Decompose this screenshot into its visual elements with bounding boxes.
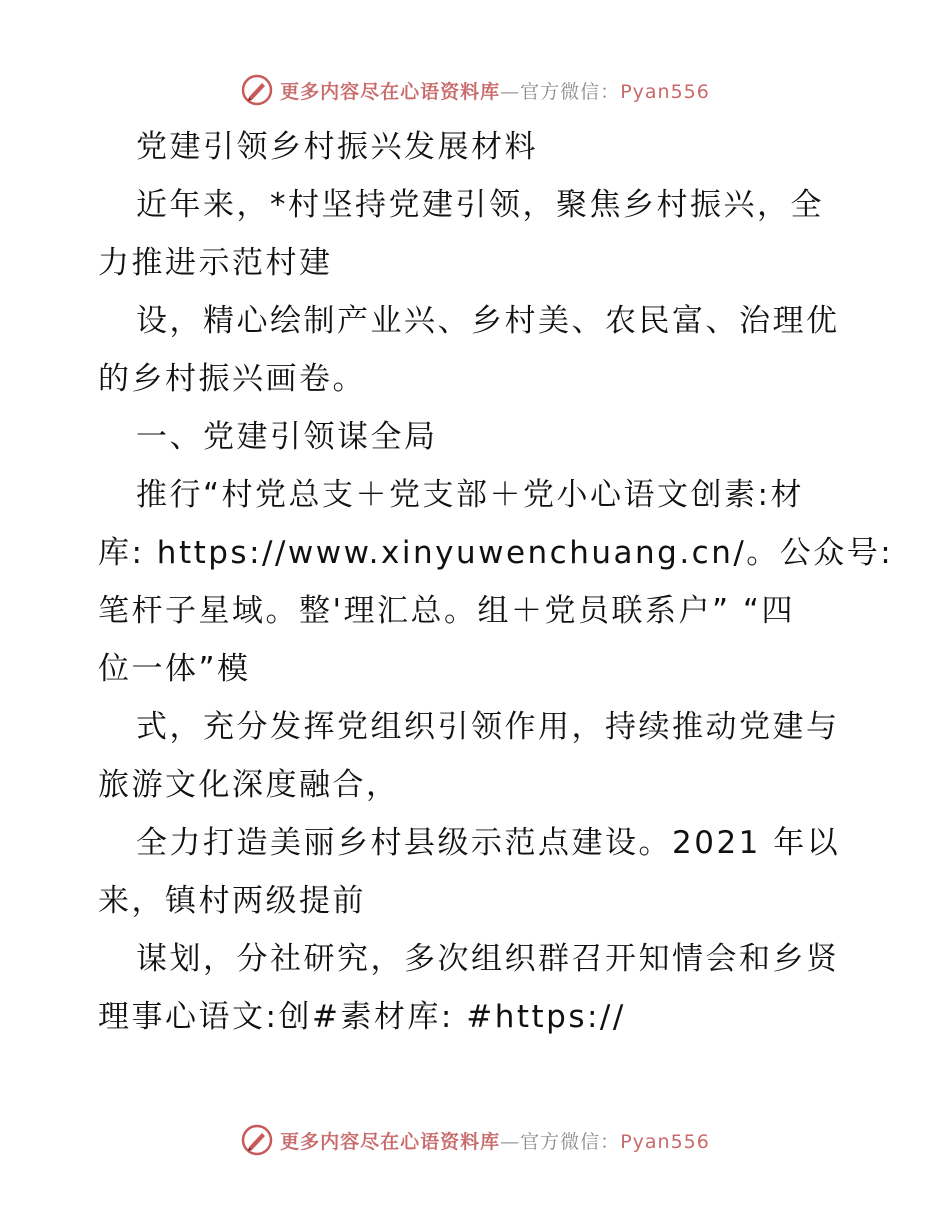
watermark-text	[280, 77, 710, 104]
watermark-banner-bottom	[0, 1120, 950, 1160]
watermark-banner-top	[0, 70, 950, 110]
watermark-text	[280, 1127, 710, 1154]
text-line: 近年来，*村坚持党建引领，聚焦乡村振兴，全	[136, 187, 824, 223]
pen-logo-icon	[240, 1123, 274, 1157]
text-line: 的乡村振兴画卷。	[98, 361, 366, 397]
text-line: 党建引领乡村振兴发展材料	[136, 129, 538, 165]
watermark-label: 官方微信：	[520, 80, 621, 103]
text-line: 力推进示范村建	[98, 245, 333, 281]
watermark-site-text: 更多内容尽在心语资料库	[280, 1130, 501, 1153]
watermark-label: 官方微信：	[520, 1130, 621, 1153]
text-line: 推行“村党总支＋党支部＋党小心语文创素:材	[136, 477, 805, 513]
watermark-content	[240, 1123, 710, 1157]
text-line: 理事心语文:创#素材库: #https://	[98, 999, 626, 1035]
text-line: 旅游文化深度融合，	[98, 767, 400, 803]
text-line: 笔杆子星域。整'理汇总。组＋党员联系户” “四	[98, 593, 795, 629]
text-line: 库: https://www.xinyuwenchuang.cn/。公众号:	[98, 535, 894, 571]
watermark-handle: Pyan556	[620, 80, 710, 103]
text-line: 设，精心绘制产业兴、乡村美、农民富、治理优	[136, 303, 840, 339]
pen-logo-icon	[240, 73, 274, 107]
text-line: 全力打造美丽乡村县级示范点建设。2021 年以	[136, 825, 841, 861]
text-line: 一、党建引领谋全局	[136, 419, 438, 455]
text-line: 谋划，分社研究，多次组织群召开知情会和乡贤	[136, 941, 840, 977]
watermark-dash: —	[500, 1130, 521, 1153]
watermark-content	[240, 73, 710, 107]
watermark-handle: Pyan556	[620, 1130, 710, 1153]
watermark-dash: —	[500, 80, 521, 103]
document-body	[98, 118, 894, 1046]
text-line: 式，充分发挥党组织引领作用，持续推动党建与	[136, 709, 840, 745]
text-line: 位一体”模	[98, 651, 251, 687]
text-line: 来，镇村两级提前	[98, 883, 366, 919]
watermark-site-text: 更多内容尽在心语资料库	[280, 80, 501, 103]
